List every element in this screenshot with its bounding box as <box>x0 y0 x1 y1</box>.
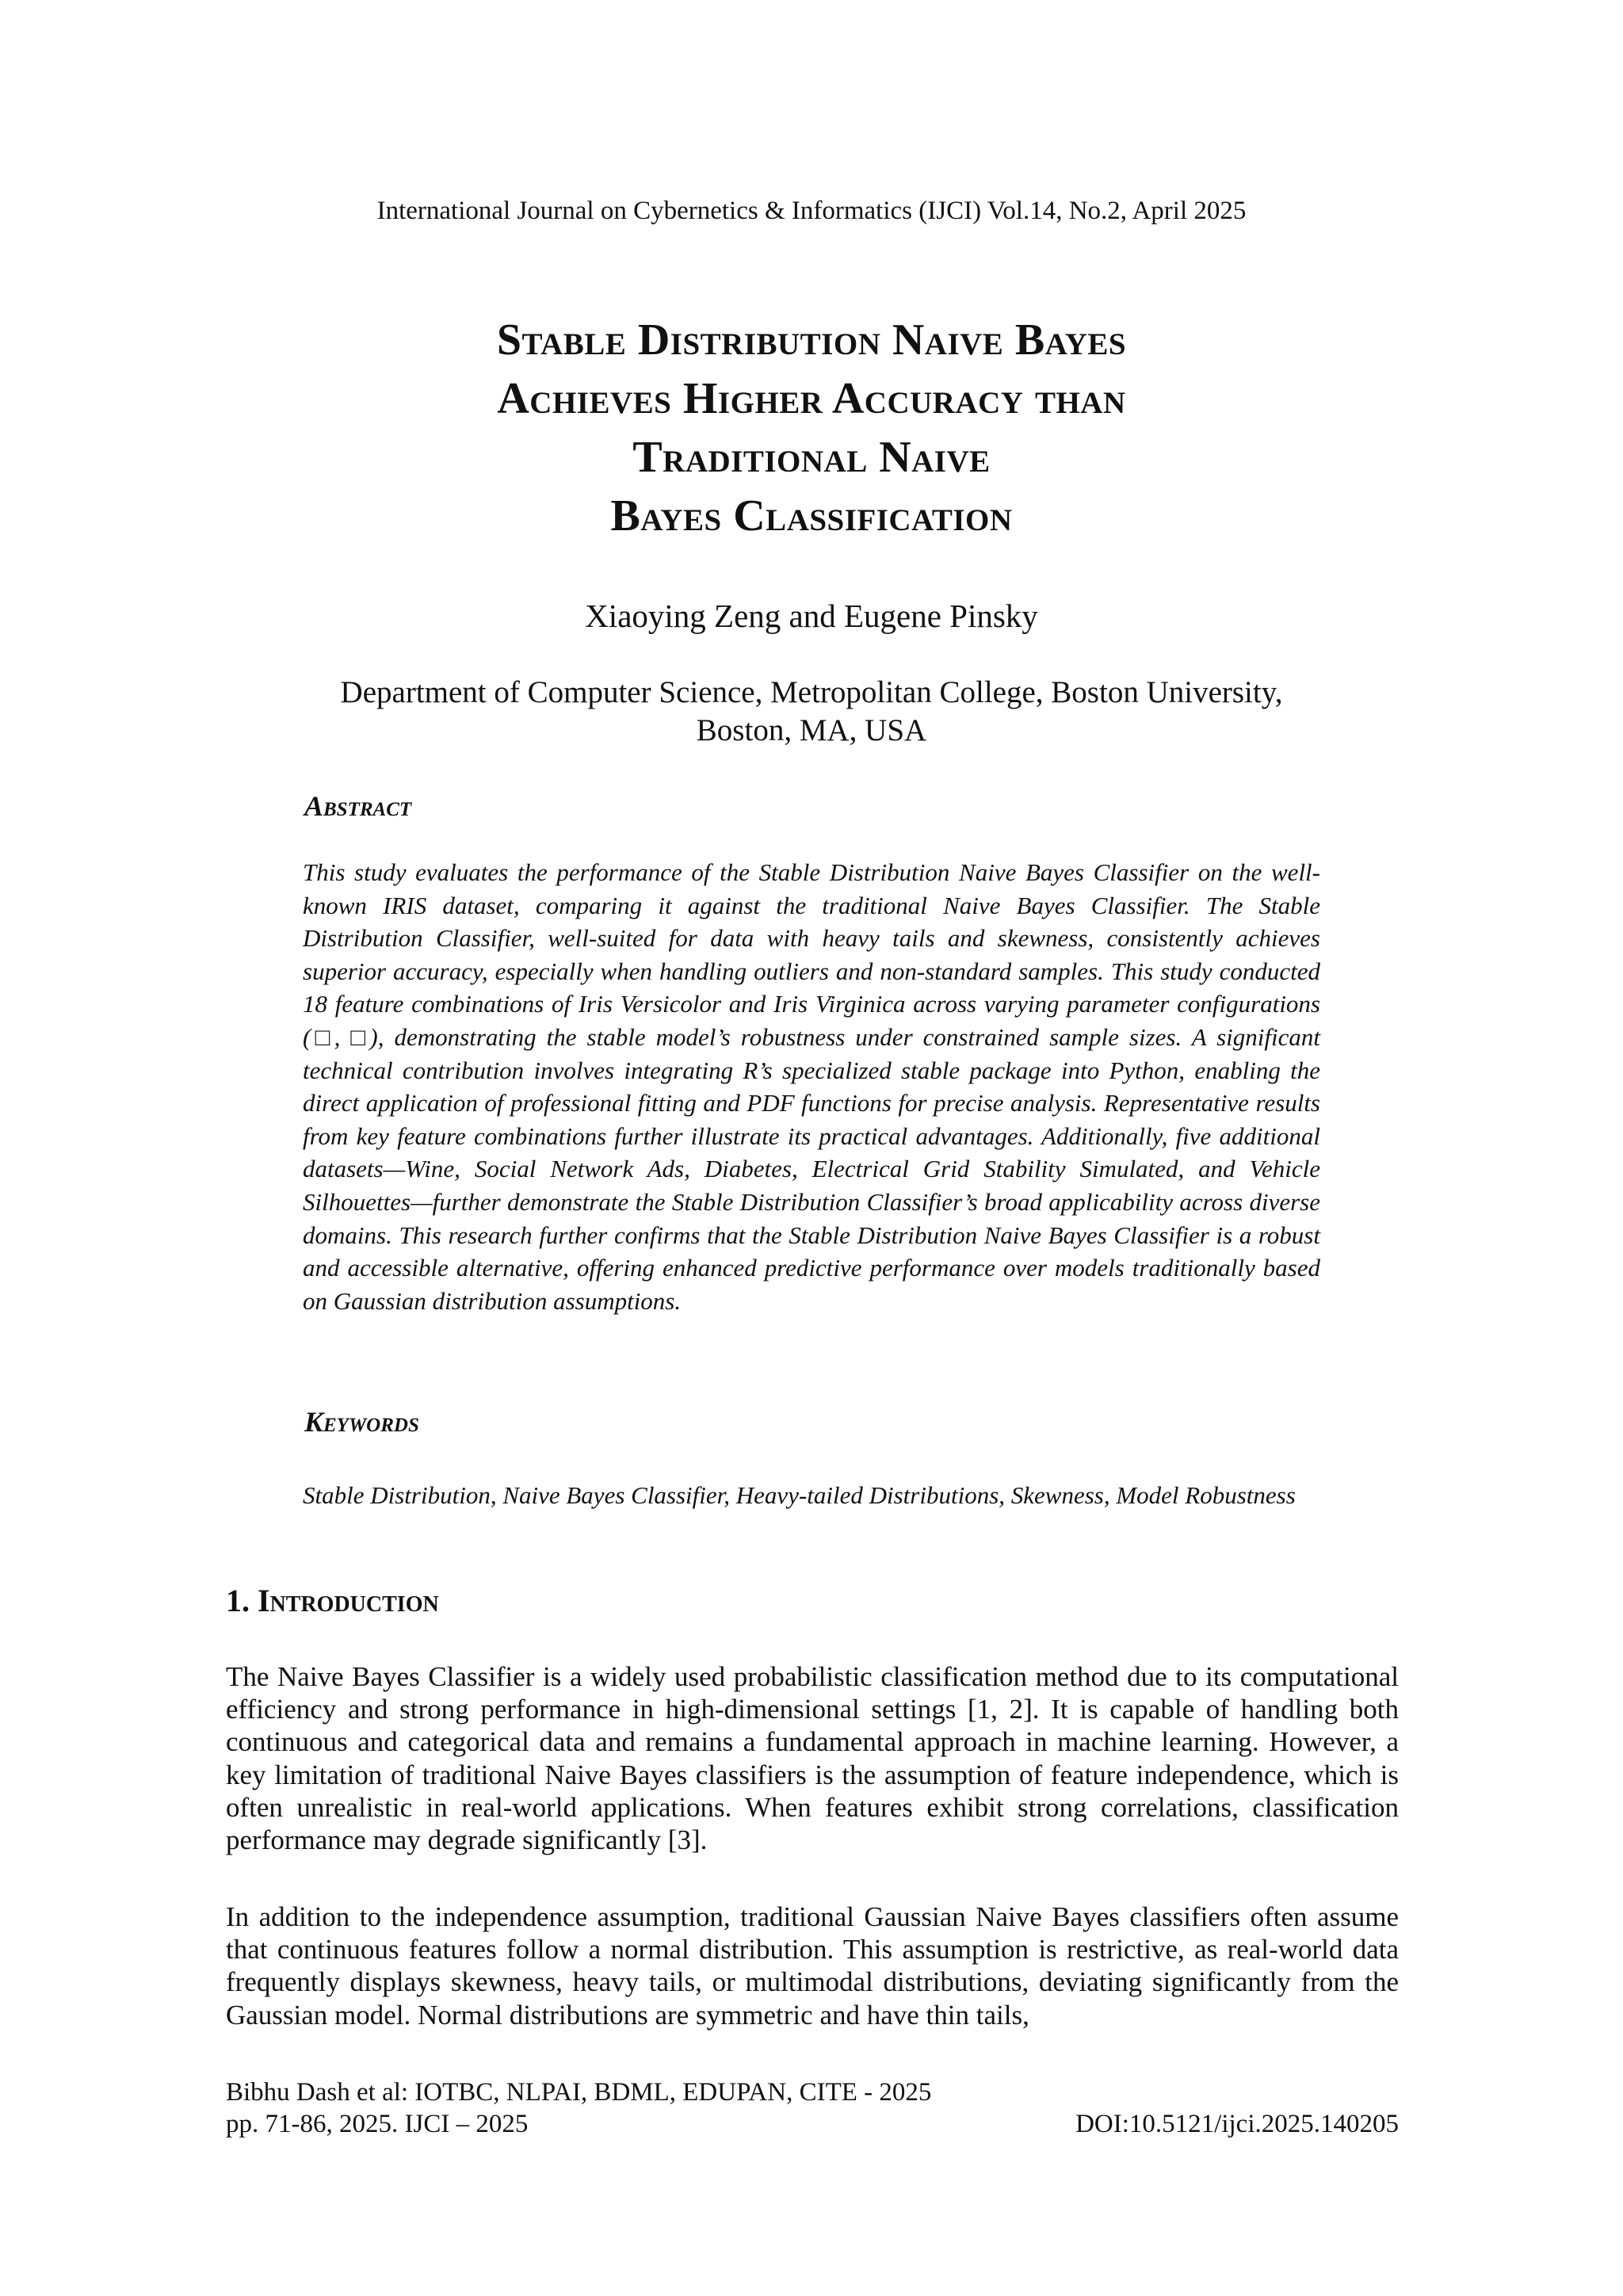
footer-citation <box>226 2076 931 2140</box>
title-line: Bayes Classification <box>610 491 1013 541</box>
keywords-heading: Keywords <box>304 1406 419 1438</box>
title-line: Achieves Higher Accuracy than <box>497 374 1126 423</box>
affiliation <box>285 674 1338 750</box>
footer-line: Bibhu Dash et al: IOTBC, NLPAI, BDML, EDUPAN, CITE - 2025 <box>226 2078 932 2107</box>
introduction-heading: 1. Introduction <box>226 1583 439 1618</box>
affiliation-line: Boston, MA, USA <box>696 713 927 747</box>
title-line: Traditional Naive <box>632 433 991 482</box>
body-paragraph: The Naive Bayes Classifier is a widely used probabilistic classification method due to its computational efficiency and strong performance in high-dimensional settings [1, 2]. It is capable of handling both continuous and categorical data and remains a fundamental approach in machine learning. However, a key limitation of traditional Naive Bayes classifiers is the assumption of feature independence, which is often unrealistic in real-world applications. When features exhibit strong correlations, classification performance may degrade significantly [3]. <box>226 1661 1399 1856</box>
keywords-text: Stable Distribution, Naive Bayes Classifier, Heavy-tailed Distributions, Skewness, Model Robustness <box>303 1481 1296 1509</box>
title-line: Stable Distribution Naive Bayes <box>496 315 1127 365</box>
paper-title <box>285 311 1338 545</box>
affiliation-line: Department of Computer Science, Metropolitan College, Boston University, <box>340 675 1283 709</box>
authors: Xiaoying Zeng and Eugene Pinsky <box>585 598 1038 634</box>
abstract-heading: Abstract <box>304 790 412 822</box>
abstract-text: This study evaluates the performance of the Stable Distribution Naive Bayes Classifier on the well-known IRIS dataset, comparing it against the traditional Naive Bayes Classifier. The Stable Distribution Classifier, well-suited for data with heavy tails and skewness, consistently achieves superior accuracy, especially when handling outliers and non-standard samples. This study conducted 18 feature combinations of Iris Versicolor and Iris Virginica across varying parameter configurations (□, □), demonstrating the stable model’s robustness under constrained sample sizes. A significant technical contribution involves integrating R’s specialized stable package into Python, enabling the direct application of professional fitting and PDF functions for precise analysis. Representative results from key feature combinations further illustrate its practical advantages. Additionally, five additional datasets—Wine, Social Network Ads, Diabetes, Electrical Grid Stability Simulated, and Vehicle Silhouettes—further demonstrate the Stable Distribution Classifier’s broad applicability across diverse domains. This research further confirms that the Stable Distribution Naive Bayes Classifier is a robust and accessible alternative, offering enhanced predictive performance over models traditionally based on Gaussian distribution assumptions. <box>303 858 1320 1315</box>
footer-line: pp. 71-86, 2025. IJCI – 2025 <box>226 2110 529 2138</box>
running-header: International Journal on Cybernetics & Informatics (IJCI) Vol.14, No.2, April 2025 <box>376 197 1247 225</box>
body-paragraph: In addition to the independence assumption, traditional Gaussian Naive Bayes classifiers often assume that continuous features follow a normal distribution. This assumption is restrictive, as real-world data frequently displays skewness, heavy tails, or multimodal distributions, deviating significantly from the Gaussian model. Normal distributions are symmetric and have thin tails, <box>226 1901 1399 2030</box>
footer-doi: DOI:10.5121/ijci.2025.140205 <box>1075 2110 1399 2138</box>
